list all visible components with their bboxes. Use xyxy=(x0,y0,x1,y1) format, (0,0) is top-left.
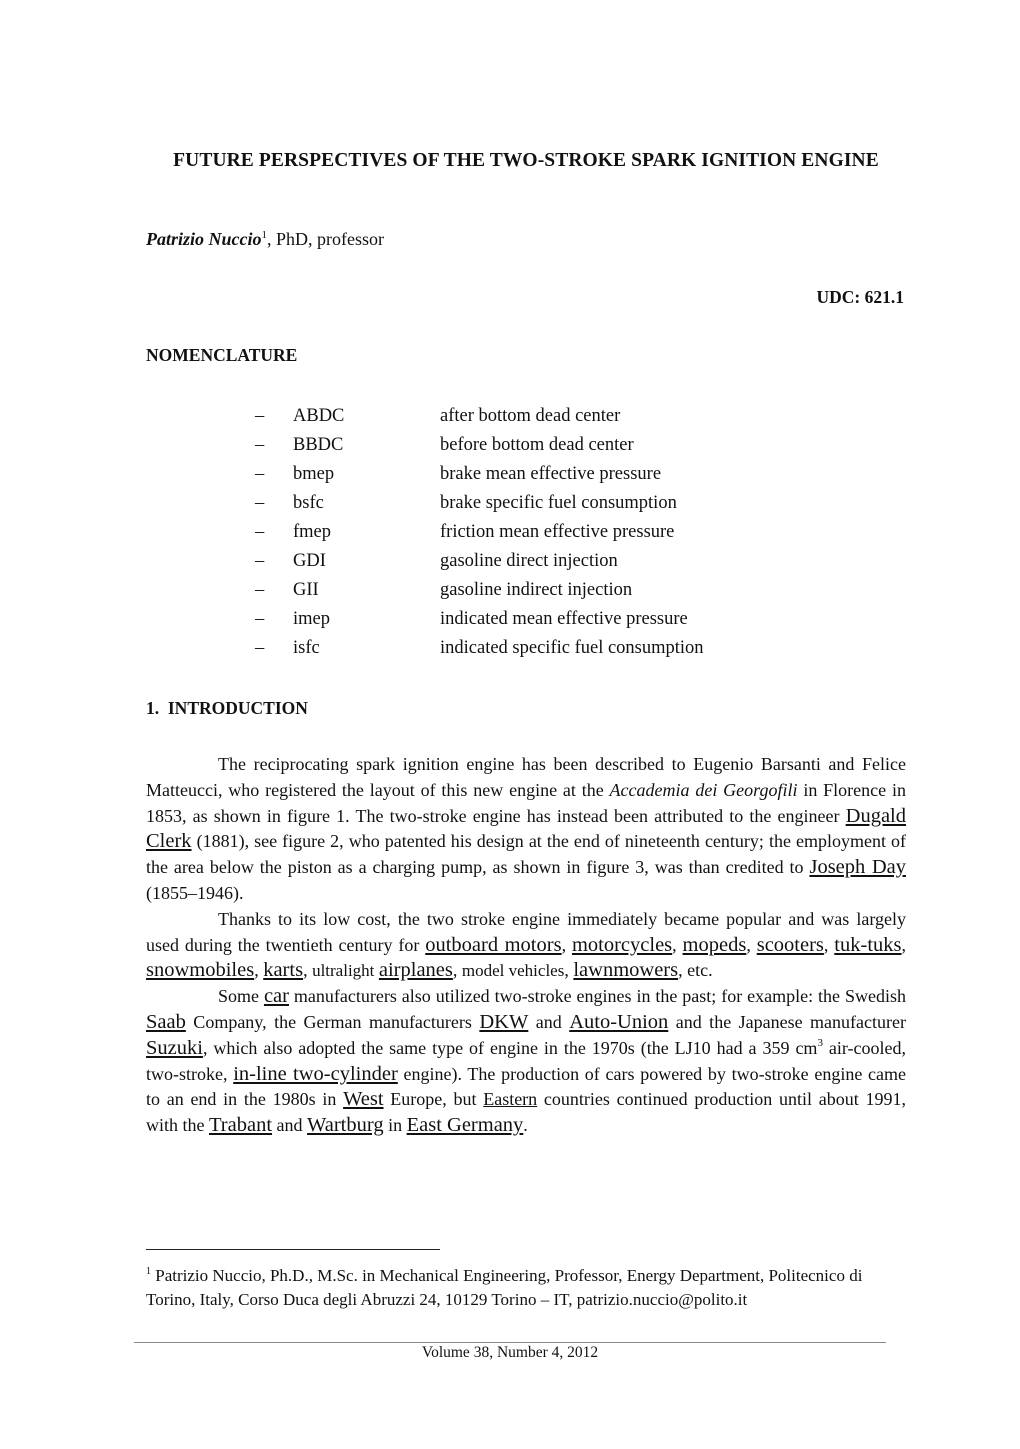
nomenclature-abbr: GDI xyxy=(293,551,326,571)
nomenclature-def: before bottom dead center xyxy=(440,435,634,455)
text-run: (1855–1946). xyxy=(146,882,244,903)
link-lawnmowers[interactable]: lawnmowers xyxy=(573,959,679,982)
author-line xyxy=(146,229,384,250)
link-in-line-two-cylinder[interactable]: in-line two-cylinder xyxy=(233,1062,398,1085)
list-dash: – xyxy=(255,406,265,426)
text-run: , xyxy=(672,934,683,955)
link-motorcycles[interactable]: motorcycles xyxy=(571,933,673,956)
text-run: , xyxy=(452,960,462,981)
nomenclature-def: brake specific fuel consumption xyxy=(440,493,677,513)
nomenclature-item xyxy=(255,404,855,433)
text-run: , etc. xyxy=(678,960,713,981)
link-car[interactable]: car xyxy=(263,985,289,1008)
link-karts[interactable]: karts xyxy=(263,959,304,982)
nomenclature-def: gasoline indirect injection xyxy=(440,580,633,600)
nomenclature-item xyxy=(255,549,855,578)
text-run: , xyxy=(254,960,264,981)
nomenclature-abbr: bmep xyxy=(293,464,335,484)
nomenclature-list xyxy=(255,404,855,665)
italic-text: Accademia dei Georgofili xyxy=(609,779,798,800)
nomenclature-abbr: ABDC xyxy=(293,406,345,426)
text-run: Some xyxy=(218,986,264,1007)
link-saab[interactable]: Saab xyxy=(146,1010,186,1033)
link-dkw[interactable]: DKW xyxy=(479,1010,529,1033)
nomenclature-item xyxy=(255,433,855,462)
nomenclature-item xyxy=(255,462,855,491)
text-run: , xyxy=(303,960,313,981)
text-run: Company, the German manufacturers xyxy=(185,1011,480,1032)
text-run: , xyxy=(901,934,906,955)
link-dugald-clerk[interactable]: Dugald Clerk xyxy=(146,804,906,853)
link-eastern[interactable]: Eastern xyxy=(483,1089,538,1110)
link-wartburg[interactable]: Wartburg xyxy=(307,1114,384,1137)
paragraph xyxy=(146,984,906,1139)
nomenclature-item xyxy=(255,520,855,549)
text-run: ultralight xyxy=(312,961,375,981)
list-dash: – xyxy=(255,638,265,658)
nomenclature-abbr: imep xyxy=(293,609,330,629)
footnote-text: Patrizio Nuccio, Ph.D., M.Sc. in Mechanical Engineering, Professor, Energy Department, Politecnico di Torino, Italy, Corso Duca degli Abruzzi 24, 10129 Torino – IT, patrizio.nuccio@polito.it xyxy=(146,1266,863,1309)
text-run: and xyxy=(272,1115,308,1136)
nomenclature-item xyxy=(255,491,855,520)
text-run: in xyxy=(383,1115,407,1136)
text-run: in Florence in 1853, as shown in figure 1. The two-stroke engine has instead been attributed to the engineer xyxy=(146,779,906,826)
superscript: 3 xyxy=(817,1036,823,1049)
nomenclature-abbr: GII xyxy=(293,580,319,600)
text-run: , xyxy=(561,934,572,955)
paper-title: FUTURE PERSPECTIVES OF THE TWO-STROKE SPARK IGNITION ENGINE xyxy=(173,150,879,171)
link-auto-union[interactable]: Auto-Union xyxy=(569,1010,669,1033)
footnote-marker: 1 xyxy=(146,1266,151,1277)
introduction-body xyxy=(146,752,906,1139)
link-outboard-motors[interactable]: outboard motors xyxy=(425,933,562,956)
list-dash: – xyxy=(255,580,265,600)
link-suzuki[interactable]: Suzuki xyxy=(146,1036,203,1059)
text-run: and xyxy=(528,1011,570,1032)
nomenclature-abbr: bsfc xyxy=(293,493,324,513)
nomenclature-def: gasoline direct injection xyxy=(440,551,618,571)
text-run: (1881), see figure 2, who patented his design at the end of nineteenth century; the employment of the area below the piston as a charging pump, as shown in figure 3, was than credited to xyxy=(146,831,906,878)
footnote-separator xyxy=(146,1249,440,1250)
text-run: Europe, but xyxy=(383,1089,484,1110)
author-title: , PhD, professor xyxy=(267,229,384,249)
udc-code: UDC: 621.1 xyxy=(816,287,904,307)
footer-rule xyxy=(134,1342,886,1343)
list-dash: – xyxy=(255,551,265,571)
nomenclature-abbr: BBDC xyxy=(293,435,344,455)
nomenclature-abbr: fmep xyxy=(293,522,332,542)
link-mopeds[interactable]: mopeds xyxy=(682,933,747,956)
author-footnote-marker: 1 xyxy=(261,229,267,241)
link-west[interactable]: West xyxy=(343,1088,384,1111)
text-run: , which also adopted the same type of engine in the 1970s (the LJ10 had a 359 cm xyxy=(202,1037,818,1058)
text-run: air-cooled, two-stroke, xyxy=(146,1037,906,1084)
text-run: , xyxy=(564,960,574,981)
link-east-germany[interactable]: East Germany xyxy=(406,1114,524,1137)
text-run: , xyxy=(823,934,835,955)
text-run: , xyxy=(746,934,757,955)
text-run: model vehicles xyxy=(461,961,565,981)
paragraph xyxy=(146,907,906,984)
link-tuk-tuks[interactable]: tuk-tuks xyxy=(834,933,902,956)
text-run: engine). The production of cars powered by two-stroke engine came to an end in the 1980s in xyxy=(146,1063,906,1110)
introduction-heading: 1. INTRODUCTION xyxy=(146,698,308,718)
text-run: Thanks to its low cost, the two stroke engine immediately became popular and was largely used during the twentieth century for xyxy=(146,908,906,955)
author-name: Patrizio Nuccio xyxy=(146,229,262,249)
nomenclature-item xyxy=(255,607,855,636)
link-joseph-day[interactable]: Joseph Day xyxy=(809,856,906,879)
link-trabant[interactable]: Trabant xyxy=(209,1114,273,1137)
nomenclature-def: friction mean effective pressure xyxy=(440,522,675,542)
text-run: . xyxy=(523,1115,528,1136)
paragraph xyxy=(146,752,906,907)
nomenclature-heading: NOMENCLATURE xyxy=(146,345,298,365)
text-run: and the Japanese manufacturer xyxy=(668,1011,906,1032)
nomenclature-item xyxy=(255,636,855,665)
text-run: countries continued production until about 1991, with the xyxy=(146,1089,906,1136)
list-dash: – xyxy=(255,493,265,513)
link-snowmobiles[interactable]: snowmobiles xyxy=(146,959,255,982)
nomenclature-def: indicated mean effective pressure xyxy=(440,609,688,629)
list-dash: – xyxy=(255,464,265,484)
text-run: manufacturers also utilized two-stroke engines in the past; for example: the Swedish xyxy=(288,986,906,1007)
nomenclature-def: brake mean effective pressure xyxy=(440,464,662,484)
nomenclature-item xyxy=(255,578,855,607)
link-airplanes[interactable]: airplanes xyxy=(378,959,453,982)
link-scooters[interactable]: scooters xyxy=(756,933,824,956)
page-footer: Volume 38, Number 4, 2012 xyxy=(421,1344,599,1361)
list-dash: – xyxy=(255,435,265,455)
text-run: The reciprocating spark ignition engine has been described to Eugenio Barsanti and Felice Matteucci, who registered the layout of this new engine at the xyxy=(146,754,906,800)
nomenclature-def: indicated specific fuel consumption xyxy=(440,638,704,658)
list-dash: – xyxy=(255,609,265,629)
list-dash: – xyxy=(255,522,265,542)
nomenclature-abbr: isfc xyxy=(293,638,320,658)
nomenclature-def: after bottom dead center xyxy=(440,406,621,426)
footnote xyxy=(146,1264,906,1311)
